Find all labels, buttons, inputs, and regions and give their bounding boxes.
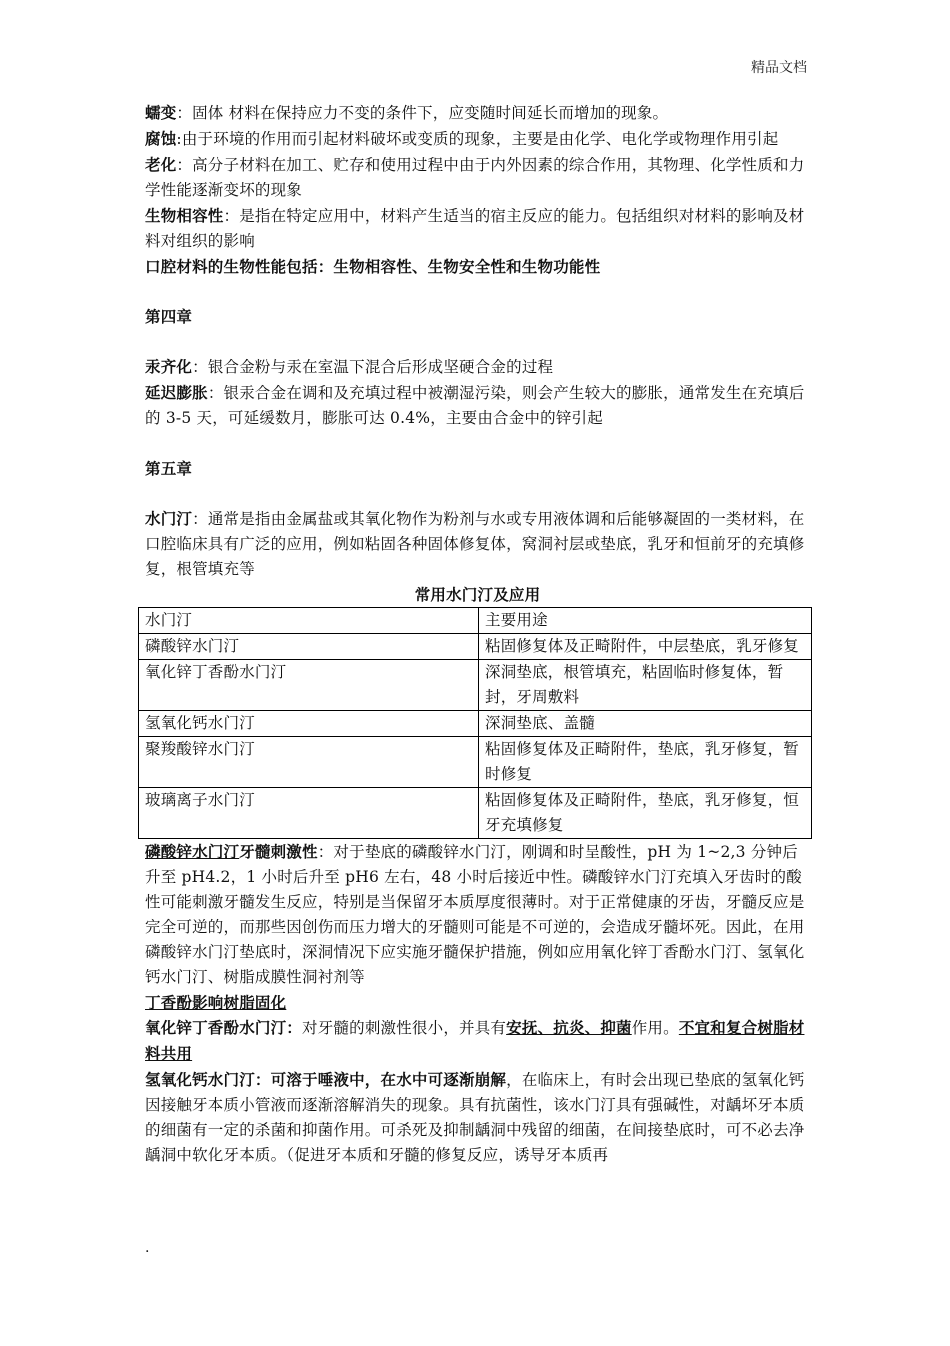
table-cell: 深洞垫底，根管填充，粘固临时修复体，暂封，牙周敷料 [479,660,812,711]
table-cell: 深洞垫底、盖髓 [479,711,812,737]
zinc-phosphate-paragraph: 磷酸锌水门汀牙髓刺激性：对于垫底的磷酸锌水门汀，刚调和时呈酸性，pH 为 1~2,3 分钟后升至 pH4.2，1 小时后升至 pH6 左右，48 小时后接近中性。磷酸锌水门汀充填入牙齿时的酸性可能刺激牙髓发生反应，特别是当保留牙本质厚度很薄时。对于正常健康的牙齿，牙髓反应是完全可逆的，而那些因创伤而压力增大的牙髓则可能是不可逆的，会造成牙髓坏死。因此，在用磷酸锌水门汀垫底时，深洞情况下应实施牙髓保护措施，例如应用氧化锌丁香酚水门汀、氢氧化钙水门汀、树脂成膜性洞衬剂等 [145,842,805,986]
table-cell: 聚羧酸锌水门汀 [139,737,479,788]
term: 延迟膨胀 [145,383,208,402]
eugenol-note: 丁香酚影响树脂固化 [145,993,287,1012]
cement-table [138,607,812,839]
table-cell: 磷酸锌水门汀 [139,634,479,660]
chapter-4-title: 第四章 [145,307,193,326]
table-cell: 氢氧化钙水门汀 [139,711,479,737]
table-row [139,634,812,660]
table-cell: 氧化锌丁香酚水门汀 [139,660,479,711]
footer-mark: . [145,1240,150,1256]
table-row [139,788,812,839]
table-cell: 粘固修复体及正畸附件，中层垫底，乳牙修复 [479,634,812,660]
term: 蠕变 [145,103,177,122]
emphasis: 安抚、抗炎、抑菌 [506,1018,632,1037]
term: 水门汀 [145,509,193,528]
definition-creep: 蠕变：固体 材料在保持应力不变的条件下，应变随时间延长而增加的现象。 [145,103,669,122]
term: 生物相容性 [145,206,224,225]
definition-delayed-expansion: 延迟膨胀：银汞合金在调和及充填过程中被潮湿污染，则会产生较大的膨胀，通常发生在充填后的 3-5 天，可延缓数月，膨胀可达 0.4%，主要由合金中的锌引起 [145,383,805,427]
bio-summary: 口腔材料的生物性能包括：生物相容性、生物安全性和生物功能性 [145,257,601,276]
term: 氢氧化钙水门汀： [145,1070,271,1089]
term: 老化 [145,155,177,174]
table-caption: 常用水门汀及应用 [414,585,541,604]
chapter-5-title: 第五章 [145,459,193,478]
definition-cement: 水门汀：通常是指由金属盐或其氧化物作为粉剂与水或专用液体调和后能够凝固的一类材料，在口腔临床具有广泛的应用，例如粘固各种固体修复体，窝洞衬层或垫底，乳牙和恒前牙的充填修复，根管填充等 [145,509,805,578]
definition-corrosion: 腐蚀:由于环境的作用而引起材料破坏或变质的现象，主要是由化学、电化学或物理作用引起 [145,129,779,148]
definition-aging: 老化：高分子材料在加工、贮存和使用过程中由于内外因素的综合作用，其物理、化学性质和力学性能逐渐变坏的现象 [145,155,805,199]
caoh-paragraph: 氢氧化钙水门汀：可溶于唾液中，在水中可逐渐崩解，在临床上，有时会出现已垫底的氢氧化钙因接触牙本质小管液而逐渐溶解消失的现象。具有抗菌性，该水门汀具有强碱性，对龋坏牙本质的细菌有一定的杀菌和抑菌作用。可杀死及抑制龋洞中残留的细菌，在间接垫底时，可不必去净龋洞中软化牙本质。（促进牙本质和牙髓的修复反应，诱导牙本质再 [145,1070,805,1164]
table-cell: 玻璃离子水门汀 [139,788,479,839]
term: 氧化锌丁香酚水门汀： [145,1018,303,1037]
document-body [145,100,810,1168]
definition-amalgamation: 汞齐化：银合金粉与汞在室温下混合后形成坚硬合金的过程 [145,357,554,376]
term: 汞齐化 [145,357,193,376]
term: 磷酸锌水门汀 [145,842,240,861]
table-cell: 粘固修复体及正畸附件，垫底，乳牙修复，恒牙充填修复 [479,788,812,839]
table-cell: 粘固修复体及正畸附件，垫底，乳牙修复，暂时修复 [479,737,812,788]
page-header: 精品文档 [751,60,807,76]
table-header-row [139,608,812,634]
table-header-cell: 水门汀 [139,608,479,634]
term: 腐蚀 [145,129,177,148]
table-header-cell: 主要用途 [479,608,812,634]
zoe-paragraph: 氧化锌丁香酚水门汀：对牙髓的刺激性很小，并具有安抚、抗炎、抑菌作用。不宜和复合树脂材料共用 [145,1018,805,1063]
table-row [139,711,812,737]
warning: 不宜和复合树脂材料共用 [145,1018,805,1063]
table-row [139,660,812,711]
table-row [139,737,812,788]
definition-biocompatibility: 生物相容性：是指在特定应用中，材料产生适当的宿主反应的能力。包括组织对材料的影响及材料对组织的影响 [145,206,805,250]
